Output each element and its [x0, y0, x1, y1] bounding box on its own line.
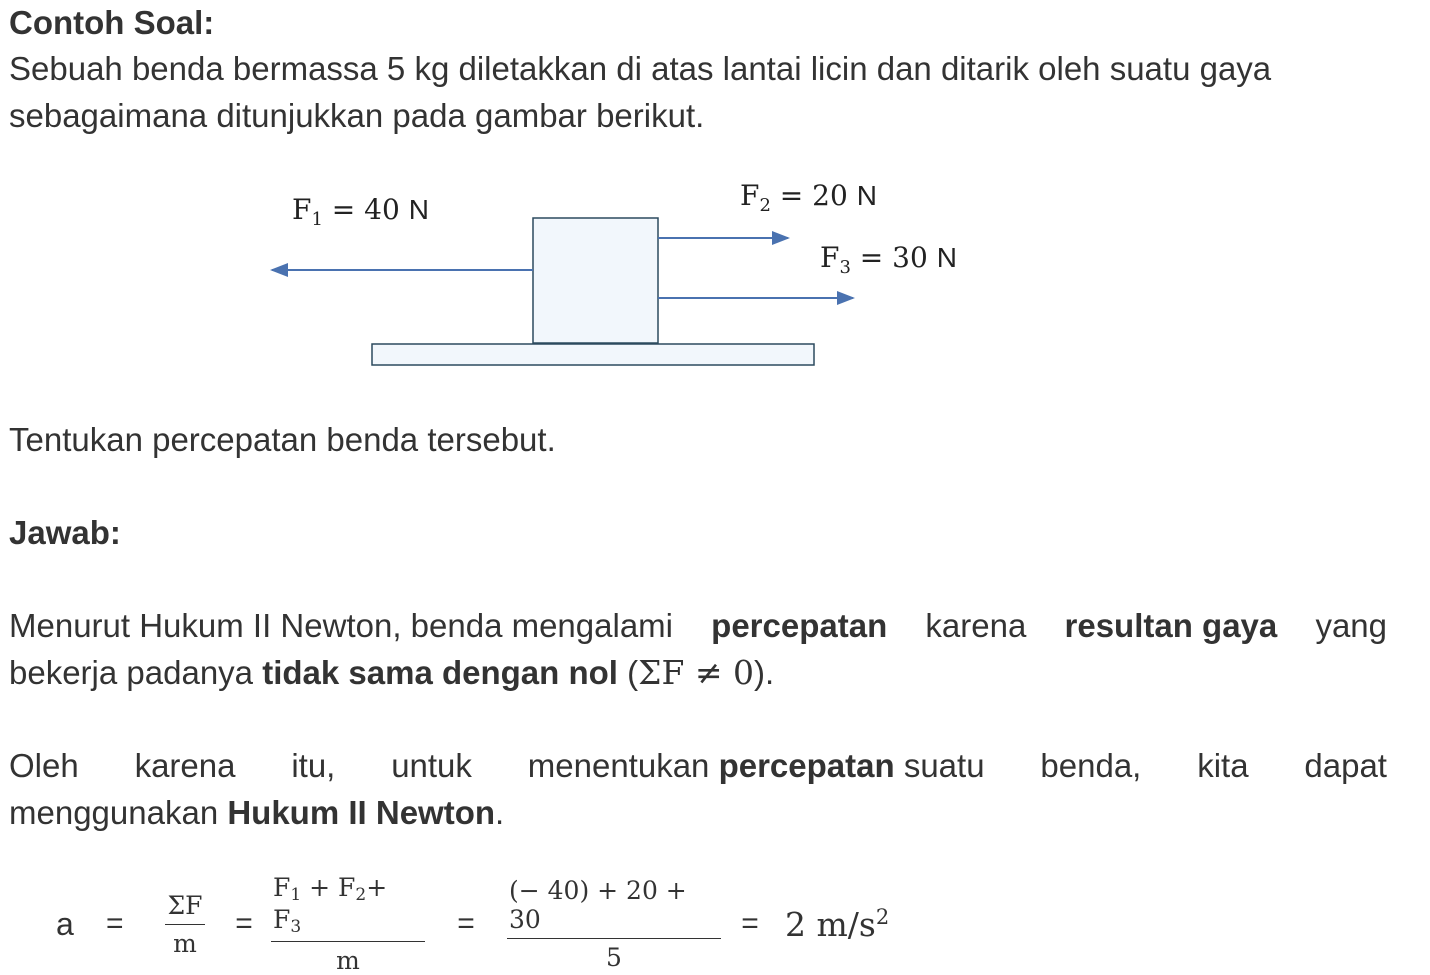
p1-line-1	[9, 602, 1387, 649]
f2-unit: N	[856, 180, 877, 211]
p2-line-2	[9, 789, 504, 836]
eq-frac3-denominator: 5	[606, 943, 622, 972]
eq-frac2-sub-3: 3	[290, 917, 302, 937]
eq-frac2-term-3: + F	[273, 873, 388, 934]
question: Tentukan percepatan benda tersebut.	[9, 421, 556, 458]
eq-frac2-sub-2: 2	[355, 885, 367, 905]
diagram-svg	[0, 160, 1430, 390]
eq-result	[785, 905, 889, 944]
p2-word-4: untuk	[391, 747, 472, 784]
p2-word-7: kita	[1197, 747, 1249, 784]
p2-line-1	[9, 742, 1387, 789]
f1-value: = 40	[322, 193, 409, 226]
eq-sign-1: =	[106, 907, 124, 940]
p1-bold-percepatan: percepatan	[711, 607, 888, 644]
f3-unit: N	[936, 242, 957, 273]
p2-word-5	[528, 742, 985, 789]
f2-value: = 20	[770, 179, 857, 212]
f1-unit: N	[408, 194, 429, 225]
eq-frac1-numerator: ΣF	[165, 891, 204, 925]
eq-result-value: 2 m/s	[785, 904, 876, 944]
p1-text-5: (	[617, 654, 639, 691]
f1-symbol: F	[292, 193, 312, 226]
p1-math-inequality: ΣF ≠ 0	[638, 653, 754, 692]
p1-text-3: yang	[1315, 607, 1387, 644]
eq-fraction-1	[153, 891, 217, 958]
eq-frac1-denominator: m	[173, 928, 197, 958]
eq-sign-3: =	[457, 907, 475, 940]
force-diagram	[0, 160, 1430, 390]
p1-text-2: karena	[925, 607, 1027, 644]
f3-symbol: F	[820, 241, 840, 274]
p2-word-2: karena	[134, 747, 236, 784]
problem-line-2: sebagaimana ditunjukkan pada gambar berikut.	[9, 97, 705, 134]
f2-label	[740, 179, 877, 216]
f3-label	[820, 241, 957, 278]
eq-sign-2: =	[235, 907, 253, 940]
p2-word-1: Oleh	[9, 747, 79, 784]
f2-subscript: 2	[759, 195, 771, 216]
eq-fraction-2	[271, 873, 425, 975]
p2-word-5c: suatu	[894, 747, 985, 784]
p1-text-4: bekerja padanya	[9, 654, 263, 691]
p2-text-2: .	[495, 794, 505, 831]
problem-line-1	[9, 45, 1387, 92]
eq-frac2-numerator	[271, 873, 425, 942]
eq-frac3-numerator: (− 40) + 20 + 30	[507, 876, 721, 939]
p2-text-1: menggunakan	[9, 794, 228, 831]
p2-bold-percepatan: percepatan	[718, 747, 895, 784]
p2-word-8: dapat	[1304, 747, 1387, 784]
equation	[56, 873, 890, 975]
eq-frac2-denominator: m	[336, 946, 360, 975]
f3-subscript: 3	[839, 257, 851, 278]
eq-lhs: a	[56, 905, 74, 942]
eq-sign-4: =	[741, 907, 759, 940]
p2-word-3: itu,	[291, 747, 336, 784]
block	[533, 218, 658, 343]
p1-bold-resultan-gaya: resultan gaya	[1064, 607, 1278, 644]
p2-bold-hukum: Hukum II Newton	[227, 794, 496, 831]
f1-label	[292, 193, 429, 230]
f3-value: = 30	[850, 241, 937, 274]
p1-text-6: ).	[753, 654, 775, 691]
p1-text-1: Menurut Hukum II Newton, benda mengalami	[9, 607, 673, 644]
p1-bold-tidak-sama: tidak sama dengan nol	[262, 654, 618, 691]
eq-frac2-term-1: F	[273, 873, 291, 902]
p2-word-6: benda,	[1040, 747, 1142, 784]
floor	[372, 344, 814, 365]
f2-symbol: F	[740, 179, 760, 212]
heading: Contoh Soal:	[9, 4, 215, 41]
f1-subscript: 1	[311, 209, 323, 230]
eq-result-exponent: 2	[875, 904, 890, 929]
problem-text-1: Sebuah benda bermassa 5 kg diletakkan di atas lantai licin dan ditarik oleh suatu gaya	[9, 50, 1272, 87]
answer-heading: Jawab:	[9, 514, 121, 551]
p1-line-2	[9, 649, 774, 696]
eq-frac2-sub-1: 1	[290, 885, 302, 905]
eq-frac2-term-2: + F	[301, 873, 356, 902]
p2-word-5a: menentukan	[527, 747, 719, 784]
eq-fraction-3	[507, 876, 721, 972]
